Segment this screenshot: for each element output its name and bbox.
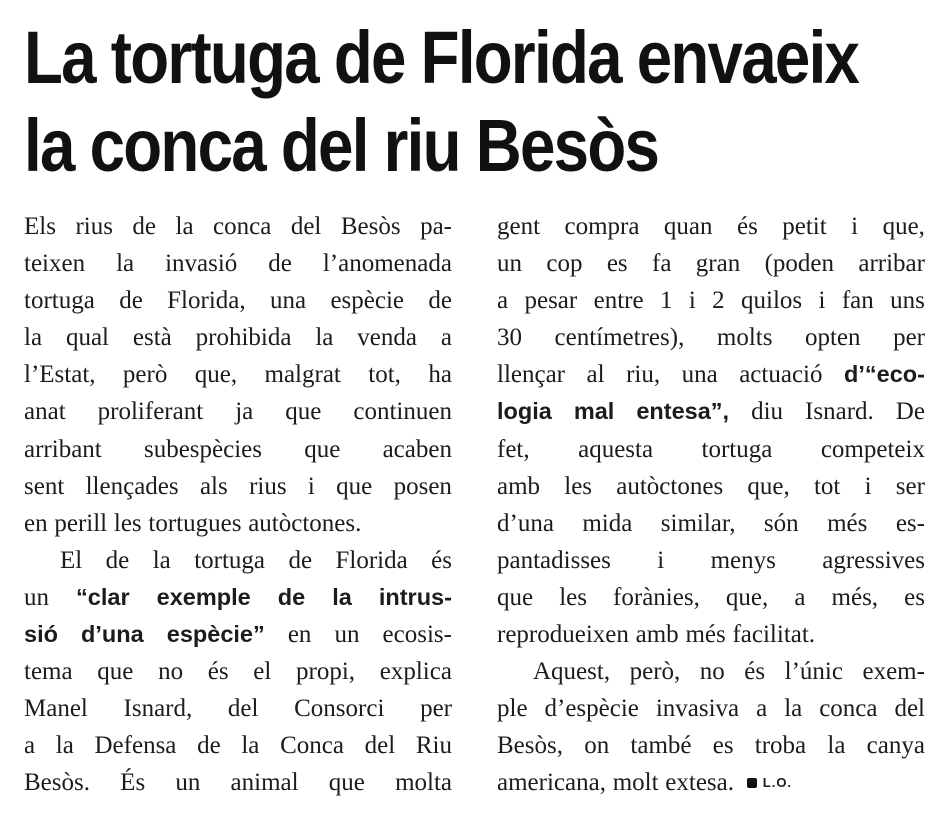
word: Besòs. [24, 769, 90, 797]
word: no [699, 658, 725, 686]
word: les [113, 509, 142, 537]
word: ecosis- [382, 621, 452, 649]
word: les [564, 472, 593, 500]
word: les [559, 583, 587, 611]
word: del [364, 732, 396, 760]
word: tortuga [701, 435, 773, 463]
word: opten [804, 324, 861, 352]
word: llençades [85, 472, 179, 500]
text-line [497, 431, 925, 468]
word: tortugues [148, 509, 242, 537]
word: conca [213, 213, 272, 240]
quoted-word: sió [24, 621, 58, 648]
word: també [630, 732, 692, 760]
word: per [893, 324, 925, 352]
word: un [175, 769, 201, 797]
word: en [24, 509, 48, 537]
word: i [851, 213, 859, 240]
headline-line-2: la conca del riu Besòs [24, 104, 659, 187]
word: per [420, 695, 452, 723]
word: i [657, 546, 665, 574]
word: Aquest, [533, 658, 611, 686]
word: no [158, 658, 184, 686]
quoted-word: mal [573, 398, 615, 425]
word: més [685, 621, 726, 649]
word: reprodueixen [497, 621, 629, 649]
word: anat [24, 398, 66, 426]
word: de [428, 287, 452, 315]
word: una [681, 361, 718, 389]
word: la [55, 732, 74, 760]
word: de [105, 546, 130, 574]
word: actuació [739, 361, 823, 389]
word: explica [379, 658, 452, 686]
word: forànies, [613, 583, 700, 611]
word: (poden [764, 250, 834, 278]
word: invasió [165, 250, 238, 278]
word: quan [663, 213, 713, 240]
word: tortuga [194, 546, 266, 574]
word: ple [497, 695, 528, 723]
word: Els [24, 213, 56, 240]
quoted-word: logia [497, 398, 552, 425]
word: conca [819, 695, 878, 723]
word: la [315, 324, 334, 352]
word: que, [725, 583, 769, 611]
word: de [268, 250, 292, 278]
word: teixen [24, 250, 86, 278]
word: riu, [626, 361, 661, 389]
word: al [586, 361, 605, 389]
word: és [431, 546, 452, 574]
text-line [497, 616, 925, 653]
text-line [24, 690, 452, 727]
text-line [24, 245, 452, 282]
word: 2 [712, 287, 725, 315]
word: del [227, 695, 259, 723]
word: autòctones. [248, 509, 362, 537]
word: de [119, 287, 143, 315]
word: molta [395, 769, 452, 797]
word: a [440, 324, 452, 352]
word: Consorci [294, 695, 385, 723]
word: un [497, 250, 522, 278]
word: centímetres), [554, 324, 685, 352]
quoted-word: la [332, 583, 352, 610]
text-line [497, 245, 925, 282]
word: propi, [296, 658, 356, 686]
word: entre [593, 287, 644, 315]
quoted-word: exemple [156, 583, 251, 610]
text-line [24, 579, 452, 616]
word: Defensa [94, 732, 177, 760]
word: del [290, 213, 322, 240]
word: la [116, 250, 135, 278]
word: tot, [368, 361, 401, 389]
text-line [24, 356, 452, 393]
word: Besòs, [497, 732, 563, 760]
word: a [497, 287, 509, 315]
word: fet, [497, 435, 530, 463]
right-column [497, 208, 925, 802]
word: Florida [335, 546, 408, 574]
text-line [24, 282, 452, 319]
word: ja [235, 398, 254, 426]
text-line [24, 393, 452, 430]
text-line [24, 431, 452, 468]
word: que, [747, 472, 790, 500]
word: 1 [659, 287, 673, 315]
text-line [497, 468, 925, 505]
word: és [207, 658, 229, 686]
word: perill [54, 509, 108, 537]
text-line [24, 542, 452, 579]
word: és [736, 213, 758, 240]
quoted-word: intrus- [378, 583, 452, 610]
word: pantadisses [497, 546, 611, 574]
word: fan [841, 287, 874, 315]
text-line [497, 505, 925, 542]
word: es [904, 583, 925, 611]
word: en [287, 621, 312, 649]
word: sent [24, 472, 65, 500]
word: del [894, 695, 925, 723]
word: d’espècie [544, 695, 639, 723]
word: arribant [24, 435, 102, 463]
word: 30 [497, 324, 522, 352]
word: animal [230, 769, 299, 797]
end-mark-icon [747, 778, 757, 788]
word: a [24, 732, 36, 760]
word: continuen [353, 398, 452, 426]
word: aquesta [578, 435, 654, 463]
text-line [497, 356, 925, 393]
text-line [24, 764, 452, 801]
text-line [24, 727, 452, 764]
word: es [712, 732, 734, 760]
word: qual [65, 324, 109, 352]
text-line [497, 579, 925, 616]
word: de [132, 213, 157, 240]
word: ser [895, 472, 925, 500]
word: subespècies [143, 435, 262, 463]
word: a [756, 695, 768, 723]
word: tema [24, 658, 73, 686]
word: acaben [382, 435, 452, 463]
word: arribar [858, 250, 925, 278]
word: que [497, 583, 534, 611]
word: i [307, 472, 315, 500]
word: l’Estat, [24, 361, 96, 389]
text-line [497, 764, 925, 801]
word: l’únic [784, 658, 843, 686]
word: facilitat. [732, 621, 816, 649]
text-line [24, 505, 452, 542]
word: la [827, 732, 846, 760]
text-line [497, 282, 925, 319]
word: i [818, 287, 826, 315]
word: competeix [820, 435, 925, 463]
word: a [794, 583, 806, 611]
word: que [304, 435, 341, 463]
headline [24, 14, 859, 190]
word: Isnard. [805, 398, 874, 426]
word: similar, [660, 509, 736, 537]
word: la [24, 324, 43, 352]
word: espècie [330, 287, 405, 315]
word: llençar [497, 361, 566, 389]
text-line [497, 690, 925, 727]
word: El [60, 546, 83, 574]
word: amb [497, 472, 541, 500]
word: pesar [524, 287, 578, 315]
word: autòctones [616, 472, 724, 500]
word: més, [831, 583, 879, 611]
word: l’anomenada [322, 250, 452, 278]
word: la [241, 732, 260, 760]
word: on [584, 732, 610, 760]
word: americana, [497, 769, 606, 797]
word: petit [782, 213, 827, 240]
author-signature [747, 764, 792, 801]
word: són [763, 509, 799, 537]
word: proliferant [97, 398, 204, 426]
word: un [334, 621, 360, 649]
word: pa- [420, 213, 452, 240]
word: que [336, 472, 373, 500]
text-line [24, 468, 452, 505]
text-line [497, 653, 925, 690]
word: exem- [862, 658, 925, 686]
text-line [497, 319, 925, 356]
word: rius [249, 472, 287, 500]
text-line [24, 616, 452, 653]
word: però [122, 361, 168, 389]
word: i [864, 472, 872, 500]
word: més [827, 509, 868, 537]
text-line [497, 727, 925, 764]
word: molt [612, 769, 659, 797]
word: el [253, 658, 272, 686]
word: Manel [24, 695, 88, 723]
word: mida [582, 509, 633, 537]
word: diu [751, 398, 784, 426]
quoted-word: “clar [76, 583, 130, 610]
quoted-word: d’“eco- [843, 361, 925, 388]
word: Riu [415, 732, 452, 760]
text-line [24, 208, 452, 245]
word: molts [716, 324, 773, 352]
word: troba [754, 732, 807, 760]
author-initials: L.O. [762, 775, 793, 791]
word: la [152, 546, 171, 574]
word: és [744, 658, 766, 686]
word: que, [882, 213, 925, 240]
word: que, [194, 361, 238, 389]
left-column [24, 208, 452, 802]
word: un [24, 583, 49, 611]
word: És [120, 769, 146, 797]
text-line [497, 542, 925, 579]
word: però, [629, 658, 681, 686]
word: menys [710, 546, 776, 574]
word: que [285, 398, 322, 426]
word: d’una [497, 509, 554, 537]
word: Florida, [167, 287, 246, 315]
word: prohibida [195, 324, 292, 352]
word: Conca [280, 732, 344, 760]
word: està [132, 324, 172, 352]
word: Isnard, [123, 695, 193, 723]
word: fa [652, 250, 672, 278]
word: compra [564, 213, 640, 240]
quoted-word: entesa”, [636, 398, 730, 425]
word: agressives [822, 546, 925, 574]
word: es [606, 250, 628, 278]
word: malgrat [264, 361, 341, 389]
word: venda [357, 324, 417, 352]
word: Besòs [340, 213, 401, 240]
word: extesa. [665, 769, 735, 797]
word: gent [497, 213, 541, 240]
word: rius [75, 213, 113, 240]
word: als [199, 472, 228, 500]
quoted-word: de [277, 583, 306, 610]
word: tot [813, 472, 841, 500]
word: que [97, 658, 134, 686]
word: invasiva [655, 695, 740, 723]
text-line [24, 653, 452, 690]
text-line [24, 319, 452, 356]
word: de [197, 732, 221, 760]
word: tortuga [24, 287, 95, 315]
word: amb [635, 621, 679, 649]
word: de [288, 546, 313, 574]
quoted-word: d’una [81, 621, 144, 648]
word: cop [546, 250, 583, 278]
word: De [895, 398, 925, 426]
word: quilos [741, 287, 803, 315]
word: es- [895, 509, 925, 537]
word: ha [428, 361, 452, 389]
word: que [328, 769, 365, 797]
word: la [175, 213, 194, 240]
word: la [784, 695, 803, 723]
word: una [269, 287, 307, 315]
word: uns [890, 287, 925, 315]
text-line [497, 208, 925, 245]
word: gran [695, 250, 741, 278]
word: posen [393, 472, 452, 500]
text-line [497, 393, 925, 430]
headline-line-1: La tortuga de Florida envaeix [24, 16, 859, 99]
word: canya [866, 732, 925, 760]
quoted-word: espècie” [166, 621, 265, 648]
word: i [688, 287, 696, 315]
